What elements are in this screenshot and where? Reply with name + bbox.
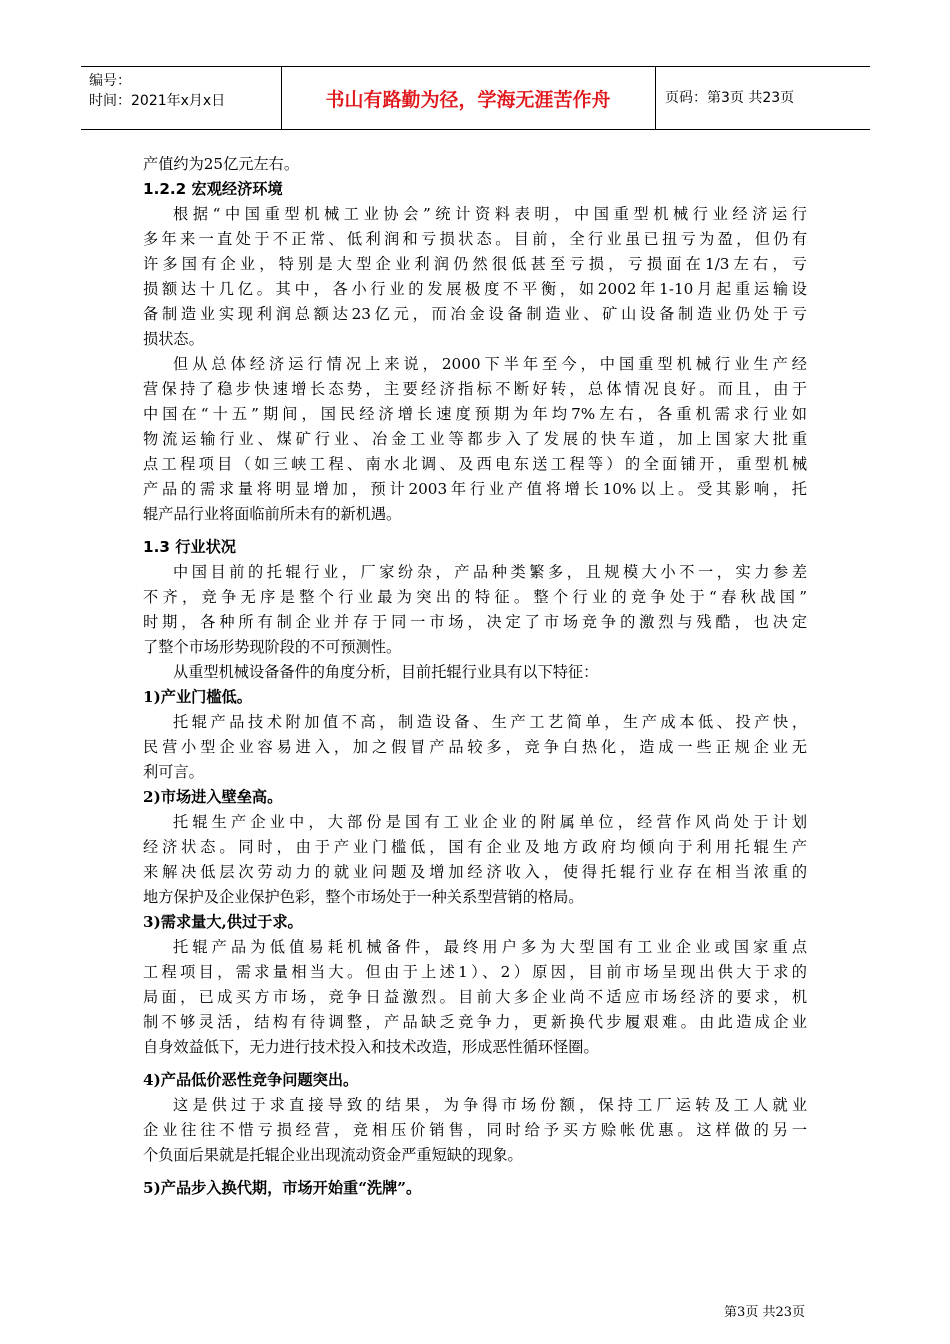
text-line: 工程项目，需求量相当大。但由于上述1）、2）原因，目前市场呈现出供大于求的	[143, 963, 807, 981]
text-line: 个负面后果就是托辊企业出现流动资金严重短缺的现象。	[143, 1146, 523, 1164]
text-line: 利可言。	[143, 763, 204, 781]
text-line: 点工程项目（如三峡工程、南水北调、及西电东送工程等）的全面铺开，重型机械	[143, 455, 807, 473]
text-line: 制不够灵活，结构有待调整，产品缺乏竞争力，更新换代步履艰难。由此造成企业	[143, 1013, 807, 1031]
header-page-number: 页码：第3页 共23页	[665, 90, 795, 106]
section-heading: 1.3 行业状况	[143, 538, 236, 556]
text-line: 经济状态。同时，由于产业门槛低，国有企业及地方政府均倾向于利用托辊生产	[143, 838, 807, 856]
text-line: 时期，各种所有制企业并存于同一市场，决定了市场竞争的激烈与残酷，也决定	[143, 613, 807, 631]
text-line: 托辊生产企业中，大部份是国有工业企业的附属单位，经营作风尚处于计划	[173, 813, 807, 831]
text-line: 产值约为25亿元左右。	[143, 155, 300, 173]
subsection-heading: 3)需求量大,供过于求。	[143, 913, 303, 931]
text-line: 局面，已成买方市场，竞争日益激烈。目前大多企业尚不适应市场经济的要求，机	[143, 988, 807, 1006]
text-line: 来解决低层次劳动力的就业问题及增加经济收入，使得托辊行业存在相当浓重的	[143, 863, 807, 881]
subsection-heading: 4)产品低价恶性竞争问题突出。	[143, 1071, 359, 1089]
document-body	[143, 152, 807, 1201]
text-line: 许多国有企业，特别是大型企业利润仍然很低甚至亏损，亏损面在1/3左右，亏	[143, 255, 807, 273]
text-line: 不齐，竞争无序是整个行业最为突出的特征。整个行业的竞争处于“春秋战国”	[143, 588, 807, 606]
text-line: 产品的需求量将明显增加，预计2003年行业产值将增长10%以上。受其影响，托	[143, 480, 807, 498]
text-line: 中国在“十五”期间，国民经济增长速度预期为年均7%左右，各重机需求行业如	[143, 405, 807, 423]
text-line: 中国目前的托辊行业，厂家纷杂，产品种类繁多，且规模大小不一，实力参差	[173, 563, 807, 581]
text-line: 这是供过于求直接导致的结果，为争得市场份额，保持工厂运转及工人就业	[173, 1096, 807, 1114]
text-line: 自身效益低下，无力进行技术投入和技术改造，形成恶性循环怪圈。	[143, 1038, 599, 1056]
header-meta	[89, 71, 225, 111]
text-line: 托辊产品为低值易耗机械备件，最终用户多为大型国有工业企业或国家重点	[173, 938, 807, 956]
text-line: 损状态。	[143, 330, 204, 348]
text-line: 企业往往不惜亏损经营，竞相压价销售，同时给予买方赊帐优惠。这样做的另一	[143, 1121, 807, 1139]
page-header	[81, 66, 870, 130]
header-motto: 书山有路勤为径，学海无涯苦作舟	[325, 88, 611, 111]
text-line: 备制造业实现利润总额达23亿元，而冶金设备制造业、矿山设备制造业仍处于亏	[143, 305, 807, 323]
text-line: 损额达十几亿。其中，各小行业的发展极度不平衡，如2002年1-10月起重运输设	[143, 280, 807, 298]
header-divider	[655, 67, 656, 129]
text-line: 物流运输行业、煤矿行业、冶金工业等都步入了发展的快车道，加上国家大批重	[143, 430, 807, 448]
section-heading: 1.2.2 宏观经济环境	[143, 180, 283, 198]
text-line: 营保持了稳步快速增长态势，主要经济指标不断好转，总体情况良好。而且，由于	[143, 380, 807, 398]
subsection-heading: 5)产品步入换代期，市场开始重“洗牌”。	[143, 1179, 422, 1197]
document-date-label: 时间：2021年x月x日	[89, 93, 226, 109]
text-line: 但从总体经济运行情况上来说，2000下半年至今，中国重型机械行业生产经	[173, 355, 807, 373]
subsection-heading: 2)市场进入壁垒高。	[143, 788, 283, 806]
text-line: 辊产品行业将面临前所未有的新机遇。	[143, 505, 402, 523]
text-line: 多年来一直处于不正常、低利润和亏损状态。目前，全行业虽已扭亏为盈，但仍有	[143, 230, 807, 248]
footer-page-number: 第3页 共23页	[724, 1305, 805, 1320]
text-line: 从重型机械设备备件的角度分析，目前托辊行业具有以下特征：	[173, 663, 599, 681]
subsection-heading: 1)产业门槛低。	[143, 688, 252, 706]
text-line: 地方保护及企业保护色彩，整个市场处于一种关系型营销的格局。	[143, 888, 584, 906]
text-line: 根据“中国重型机械工业协会”统计资料表明，中国重型机械行业经济运行	[173, 205, 807, 223]
document-id-label: 编号：	[89, 73, 131, 89]
text-line: 托辊产品技术附加值不高，制造设备、生产工艺简单，生产成本低、投产快，	[173, 713, 807, 731]
text-line: 了整个市场形势现阶段的不可预测性。	[143, 638, 402, 656]
text-line: 民营小型企业容易进入，加之假冒产品较多，竞争白热化，造成一些正规企业无	[143, 738, 807, 756]
